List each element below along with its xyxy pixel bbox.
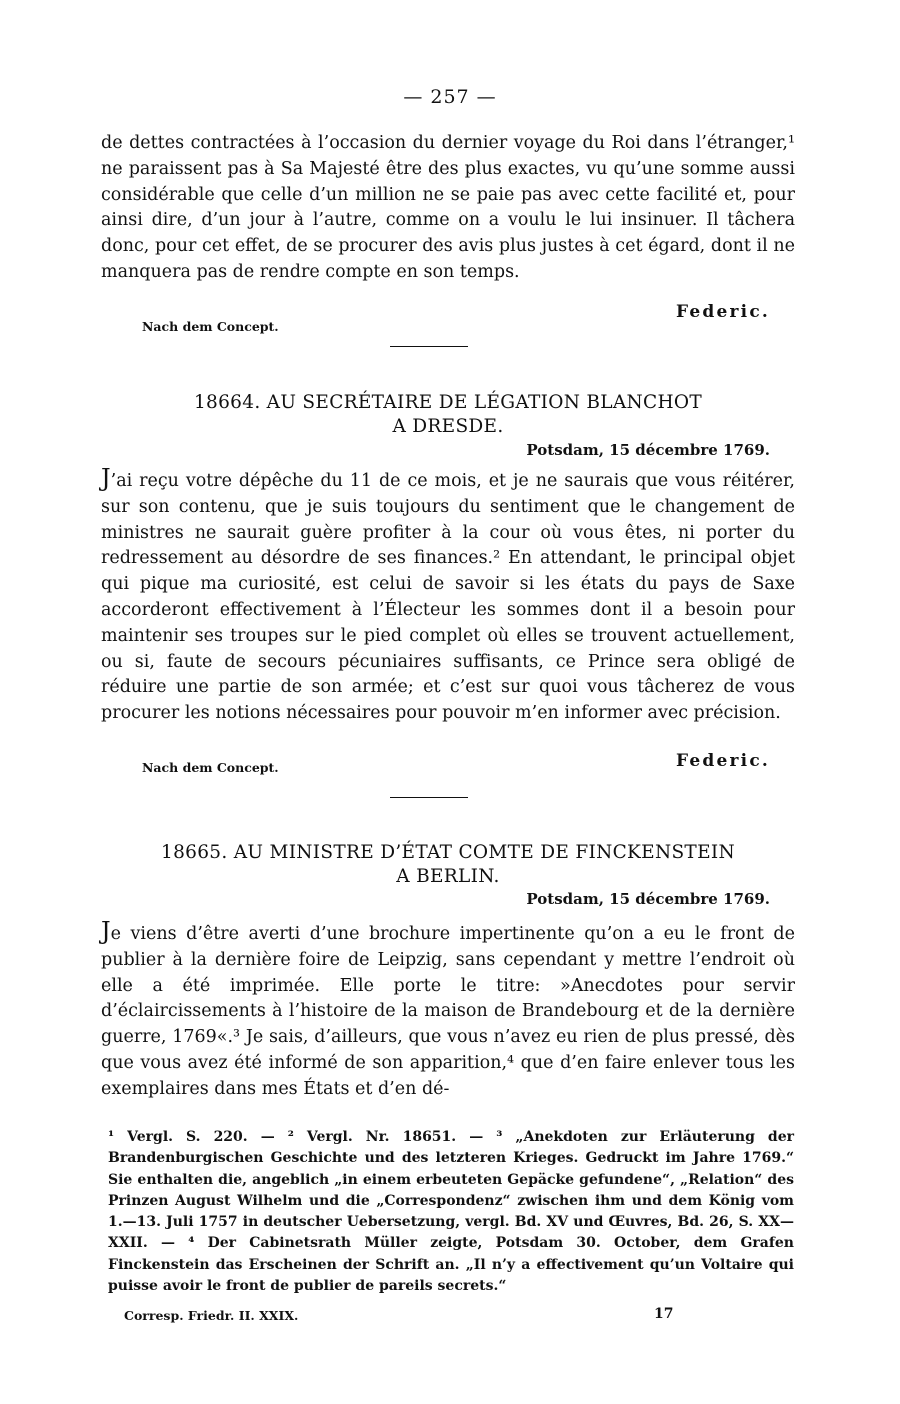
letter-18664-place-date: Potsdam, 15 décembre 1769. bbox=[526, 441, 770, 459]
footnotes: ¹ Vergl. S. 220. — ² Vergl. Nr. 18651. — ³ „Anekdoten zur Erläuterung der Brandenburgischen Geschichte und des letzteren Krieges. Gedruckt im Jahre 1769.“ Sie enthalten die, angeblich „in einem erbeuteten Gepäcke gefundene“, „Relation“ des Prinzen August Wilhelm und die „Correspondenz“ zwischen ihm und dem König vom 1.—13. Juli 1757 in deutscher Uebersetzung, vergl. Bd. XV und Œuvres, Bd. 26, S. XX—XXII. — ⁴ Der Cabinetsrath Müller zeigte, Potsdam 30. October, dem Grafen Finckenstein das Erscheinen der Schrift an. „Il n’y a effectivement qu’un Voltaire qui puisse avoir le front de publier de pareils secrets.“ bbox=[108, 1129, 794, 1295]
letter-18664-initial: J bbox=[101, 464, 111, 492]
letter-18665-title-line2: A BERLIN. bbox=[396, 866, 500, 887]
letter-18664-body bbox=[101, 466, 795, 727]
section-divider bbox=[390, 346, 468, 347]
letter-18665-text: e viens d’être averti d’une brochure impertinente qu’on a eu le front de publier à la dernière foire de Leipzig, sans cependant y mettre l’endroit où elle a été imprimée. Elle porte le titre: »Anecdotes pour servir d’éclaircissements à l’histoire de la maison de Brandebourg et de la dernière guerre, 1769«.³ Je sais, d’ailleurs, que vous n’avez eu rien de plus pressé, dès que vous avez été informé de son apparition,⁴ que d’en faire enlever tous les exemplaires dans mes États et d’en dé- bbox=[101, 924, 795, 1099]
letter-18664-text: ’ai reçu votre dépêche du 11 de ce mois, et je ne saurais que vous réitérer, sur son contenu, que je suis toujours du sentiment que le changement de ministres ne saurait guère profiter à la cour où vous êtes, ni porter du redressement au désordre de ses finances.² En attendant, le principal objet qui pique ma curiosité, est celui de savoir si les états du pays de Saxe accorderont effectivement à l’Électeur les sommes dont il a besoin pour maintenir ses troupes sur le pied complet où elles se trouvent actuellement, ou si, faute de secours pécuniaires suffisants, ce Prince sera obligé de réduire une partie de son armée; et c’est sur quoi vous tâcherez de vous procurer les notions nécessaires pour pouvoir m’en informer avec précision. bbox=[101, 471, 795, 724]
letter-18664-source: Nach dem Concept. bbox=[142, 760, 279, 775]
sheet-number: 17 bbox=[654, 1306, 674, 1322]
letter-18665-title-line1: 18665. AU MINISTRE D’ÉTAT COMTE DE FINCKENSTEIN bbox=[161, 842, 735, 863]
letter-18664-signature: Federic. bbox=[676, 751, 770, 771]
previous-letter-signature: Federic. bbox=[676, 302, 770, 322]
letter-18665-place-date: Potsdam, 15 décembre 1769. bbox=[526, 890, 770, 908]
section-divider bbox=[390, 797, 468, 798]
letter-18664-title-line2: A DRESDE. bbox=[392, 416, 504, 437]
signature-mark: Corresp. Friedr. II. XXIX. bbox=[124, 1308, 299, 1323]
page-footer bbox=[124, 1308, 684, 1323]
letter-18664-title-line1: 18664. AU SECRÉTAIRE DE LÉGATION BLANCHOT bbox=[193, 392, 703, 413]
page-number-header: — 257 — bbox=[403, 86, 497, 108]
letter-18665-body bbox=[101, 919, 795, 1103]
previous-letter-source: Nach dem Concept. bbox=[142, 319, 279, 334]
letter-18665-initial: J bbox=[101, 917, 111, 945]
previous-letter-body: de dettes contractées à l’occasion du dernier voyage du Roi dans l’étranger,¹ ne paraissent pas à Sa Majesté être des plus exactes, vu qu’une somme aussi considérable que celle d’un million ne se paie pas avec cette facilité et, pour ainsi dire, d’un jour à l’autre, comme on a voulu le lui insinuer. Il tâchera donc, pour cet effet, de se procurer des avis plus justes à cet égard, dont il ne manquera pas de rendre compte en son temps. bbox=[101, 133, 795, 282]
